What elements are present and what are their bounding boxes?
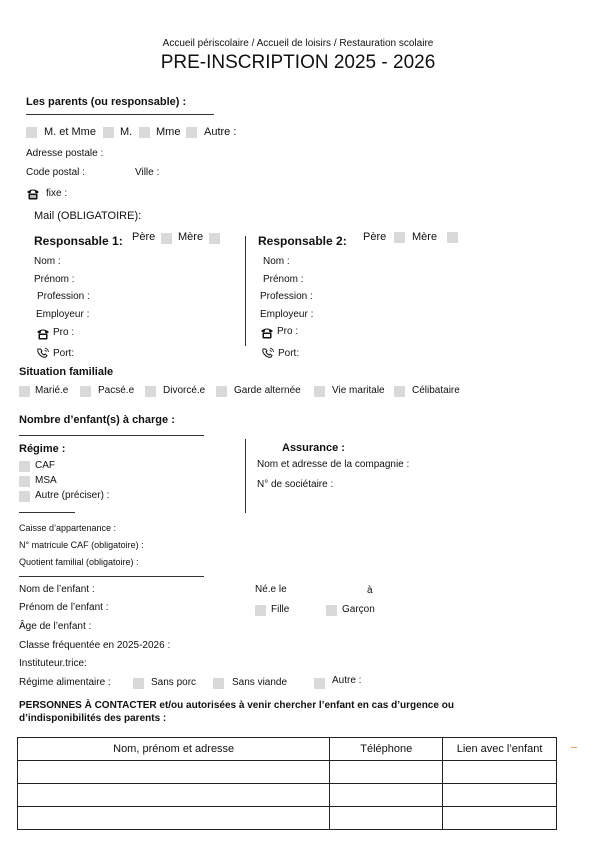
sans-viande-checkbox[interactable] [213,678,224,689]
regime-msa-label: MSA [35,475,57,486]
resp2-telephone-icon [260,327,274,339]
contact-name-cell[interactable] [18,784,330,807]
resp2-pere-label: Père [363,231,387,243]
resp2-port-label: Port: [278,348,300,359]
child-age-label: Âge de l’enfant : [19,621,92,632]
postal-code-label: Code postal : [26,167,85,178]
sans-porc-checkbox[interactable] [133,678,144,689]
quotient-label: Quotient familial (obligatoire) : [19,557,139,567]
form-title: PRE-INSCRIPTION 2025 - 2026 [160,52,436,73]
column-header-relation: Lien avec l’enfant [443,738,557,761]
resp2-prenom-label: Prénom : [263,274,304,285]
situation-garde-alternee-checkbox[interactable] [216,386,227,397]
resp2-pere-checkbox[interactable] [394,232,405,243]
situation-divorce-label: Divorcé.e [163,385,206,396]
civility-mme-label: Mme [156,126,181,138]
sans-porc-label: Sans porc [151,677,197,688]
responsables-divider [245,236,246,346]
situation-pacse-label: Pacsé.e [98,385,135,396]
regime-autre-checkbox[interactable] [19,491,30,502]
resp2-employeur-label: Employeur : [260,309,314,320]
resp1-nom-label: Nom : [34,256,61,267]
civility-m-et-mme-label: M. et Mme [44,126,96,138]
situation-vie-maritale-checkbox[interactable] [314,386,325,397]
contact-relation-cell[interactable] [443,807,557,830]
resp2-mobile-phone-icon [261,347,275,359]
situation-heading: Situation familiale [19,366,114,378]
situation-celibataire-checkbox[interactable] [394,386,405,397]
resp2-mere-label: Mère [412,231,438,243]
civility-autre-label: Autre : [204,126,237,138]
regime-underline [19,512,75,513]
situation-marie-checkbox[interactable] [19,386,30,397]
child-fille-checkbox[interactable] [255,605,266,616]
table-row [18,761,557,784]
contact-name-cell[interactable] [18,807,330,830]
resp2-mere-checkbox[interactable] [447,232,458,243]
regime-caf-checkbox[interactable] [19,461,30,472]
assurance-societaire-label: N° de sociétaire : [257,479,334,490]
resp2-nom-label: Nom : [263,256,290,267]
telephone-icon [26,188,40,200]
resp1-profession-label: Profession : [37,291,90,302]
resp1-pro-label: Pro : [53,327,75,338]
child-nom-label: Nom de l’enfant : [19,584,95,595]
situation-vie-maritale-label: Vie maritale [332,385,385,396]
table-row [18,784,557,807]
contact-name-cell[interactable] [18,761,330,784]
regime-caf-label: CAF [35,460,55,471]
resp1-pere-label: Père [132,231,156,243]
child-a-label: à [367,585,373,596]
contacts-heading-line1: PERSONNES À CONTACTER et/ou autorisées à venir chercher l’enfant en cas d’urgence ou [19,700,454,711]
resp2-heading: Responsable 2: [258,234,347,248]
children-count-label: Nombre d’enfant(s) à charge : [19,414,175,426]
civility-m-label: M. [120,126,133,138]
regime-msa-checkbox[interactable] [19,476,30,487]
assurance-heading: Assurance : [282,442,345,454]
civility-mme-checkbox[interactable] [139,127,150,138]
resp2-profession-label: Profession : [260,291,313,302]
child-garcon-label: Garçon [342,604,375,615]
contact-relation-cell[interactable] [443,784,557,807]
contacts-header-row [18,738,557,761]
parents-heading: Les parents (ou responsable) : [26,96,187,108]
autre-regime-label: Autre : [332,675,362,686]
table-side-mark [571,747,577,748]
civility-m-et-mme-checkbox[interactable] [26,127,37,138]
regime-autre-label: Autre (préciser) : [35,490,110,501]
resp1-heading: Responsable 1: [34,234,123,248]
contact-phone-cell[interactable] [330,761,443,784]
child-fille-label: Fille [271,604,290,615]
column-header-name: Nom, prénom et adresse [18,738,330,761]
situation-marie-label: Marié.e [35,385,69,396]
mail-label: Mail (OBLIGATOIRE): [34,210,142,222]
situation-celibataire-label: Célibataire [412,385,460,396]
regime-alimentaire-label: Régime alimentaire : [19,677,111,688]
contact-phone-cell[interactable] [330,807,443,830]
autre-regime-checkbox[interactable] [314,678,325,689]
situation-divorce-checkbox[interactable] [145,386,156,397]
quotient-underline [19,576,204,577]
civility-m-checkbox[interactable] [103,127,114,138]
civility-autre-checkbox[interactable] [186,127,197,138]
assurance-company-label: Nom et adresse de la compagnie : [257,459,410,470]
child-classe-label: Classe fréquentée en 2025-2026 : [19,640,171,651]
column-header-phone: Téléphone [330,738,443,761]
child-prenom-label: Prénom de l’enfant : [19,602,109,613]
resp1-mere-label: Mère [178,231,204,243]
contact-relation-cell[interactable] [443,761,557,784]
situation-pacse-checkbox[interactable] [80,386,91,397]
resp1-employeur-label: Employeur : [36,309,90,320]
child-instituteur-label: Instituteur.trice: [19,658,87,669]
contacts-table [17,737,557,830]
regime-heading: Régime : [19,443,66,455]
situation-garde-alternee-label: Garde alternée [234,385,301,396]
resp2-pro-label: Pro : [277,326,299,337]
table-row [18,807,557,830]
phone-fixe-label: fixe : [46,188,68,199]
caisse-label: Caisse d’appartenance : [19,523,117,533]
child-ne-le-label: Né.e le [255,584,287,595]
address-label: Adresse postale : [26,148,104,159]
resp1-telephone-icon [36,328,50,340]
sans-viande-label: Sans viande [232,677,288,688]
city-label: Ville : [135,167,160,178]
child-garcon-checkbox[interactable] [326,605,337,616]
parents-heading-underline [26,114,214,115]
resp1-port-label: Port: [53,348,75,359]
contacts-heading-line2: d’indisponibilités des parents : [19,713,167,724]
matricule-label: N° matricule CAF (obligatoire) : [19,540,144,550]
resp1-prenom-label: Prénom : [34,274,75,285]
resp1-mobile-phone-icon [36,347,50,359]
contact-phone-cell[interactable] [330,784,443,807]
regime-assurance-divider [245,439,246,513]
children-count-underline [19,435,204,436]
resp1-pere-checkbox[interactable] [161,233,172,244]
form-subtitle: Accueil périscolaire / Accueil de loisirs / Restauration scolaire [162,38,434,49]
resp1-mere-checkbox[interactable] [209,233,220,244]
